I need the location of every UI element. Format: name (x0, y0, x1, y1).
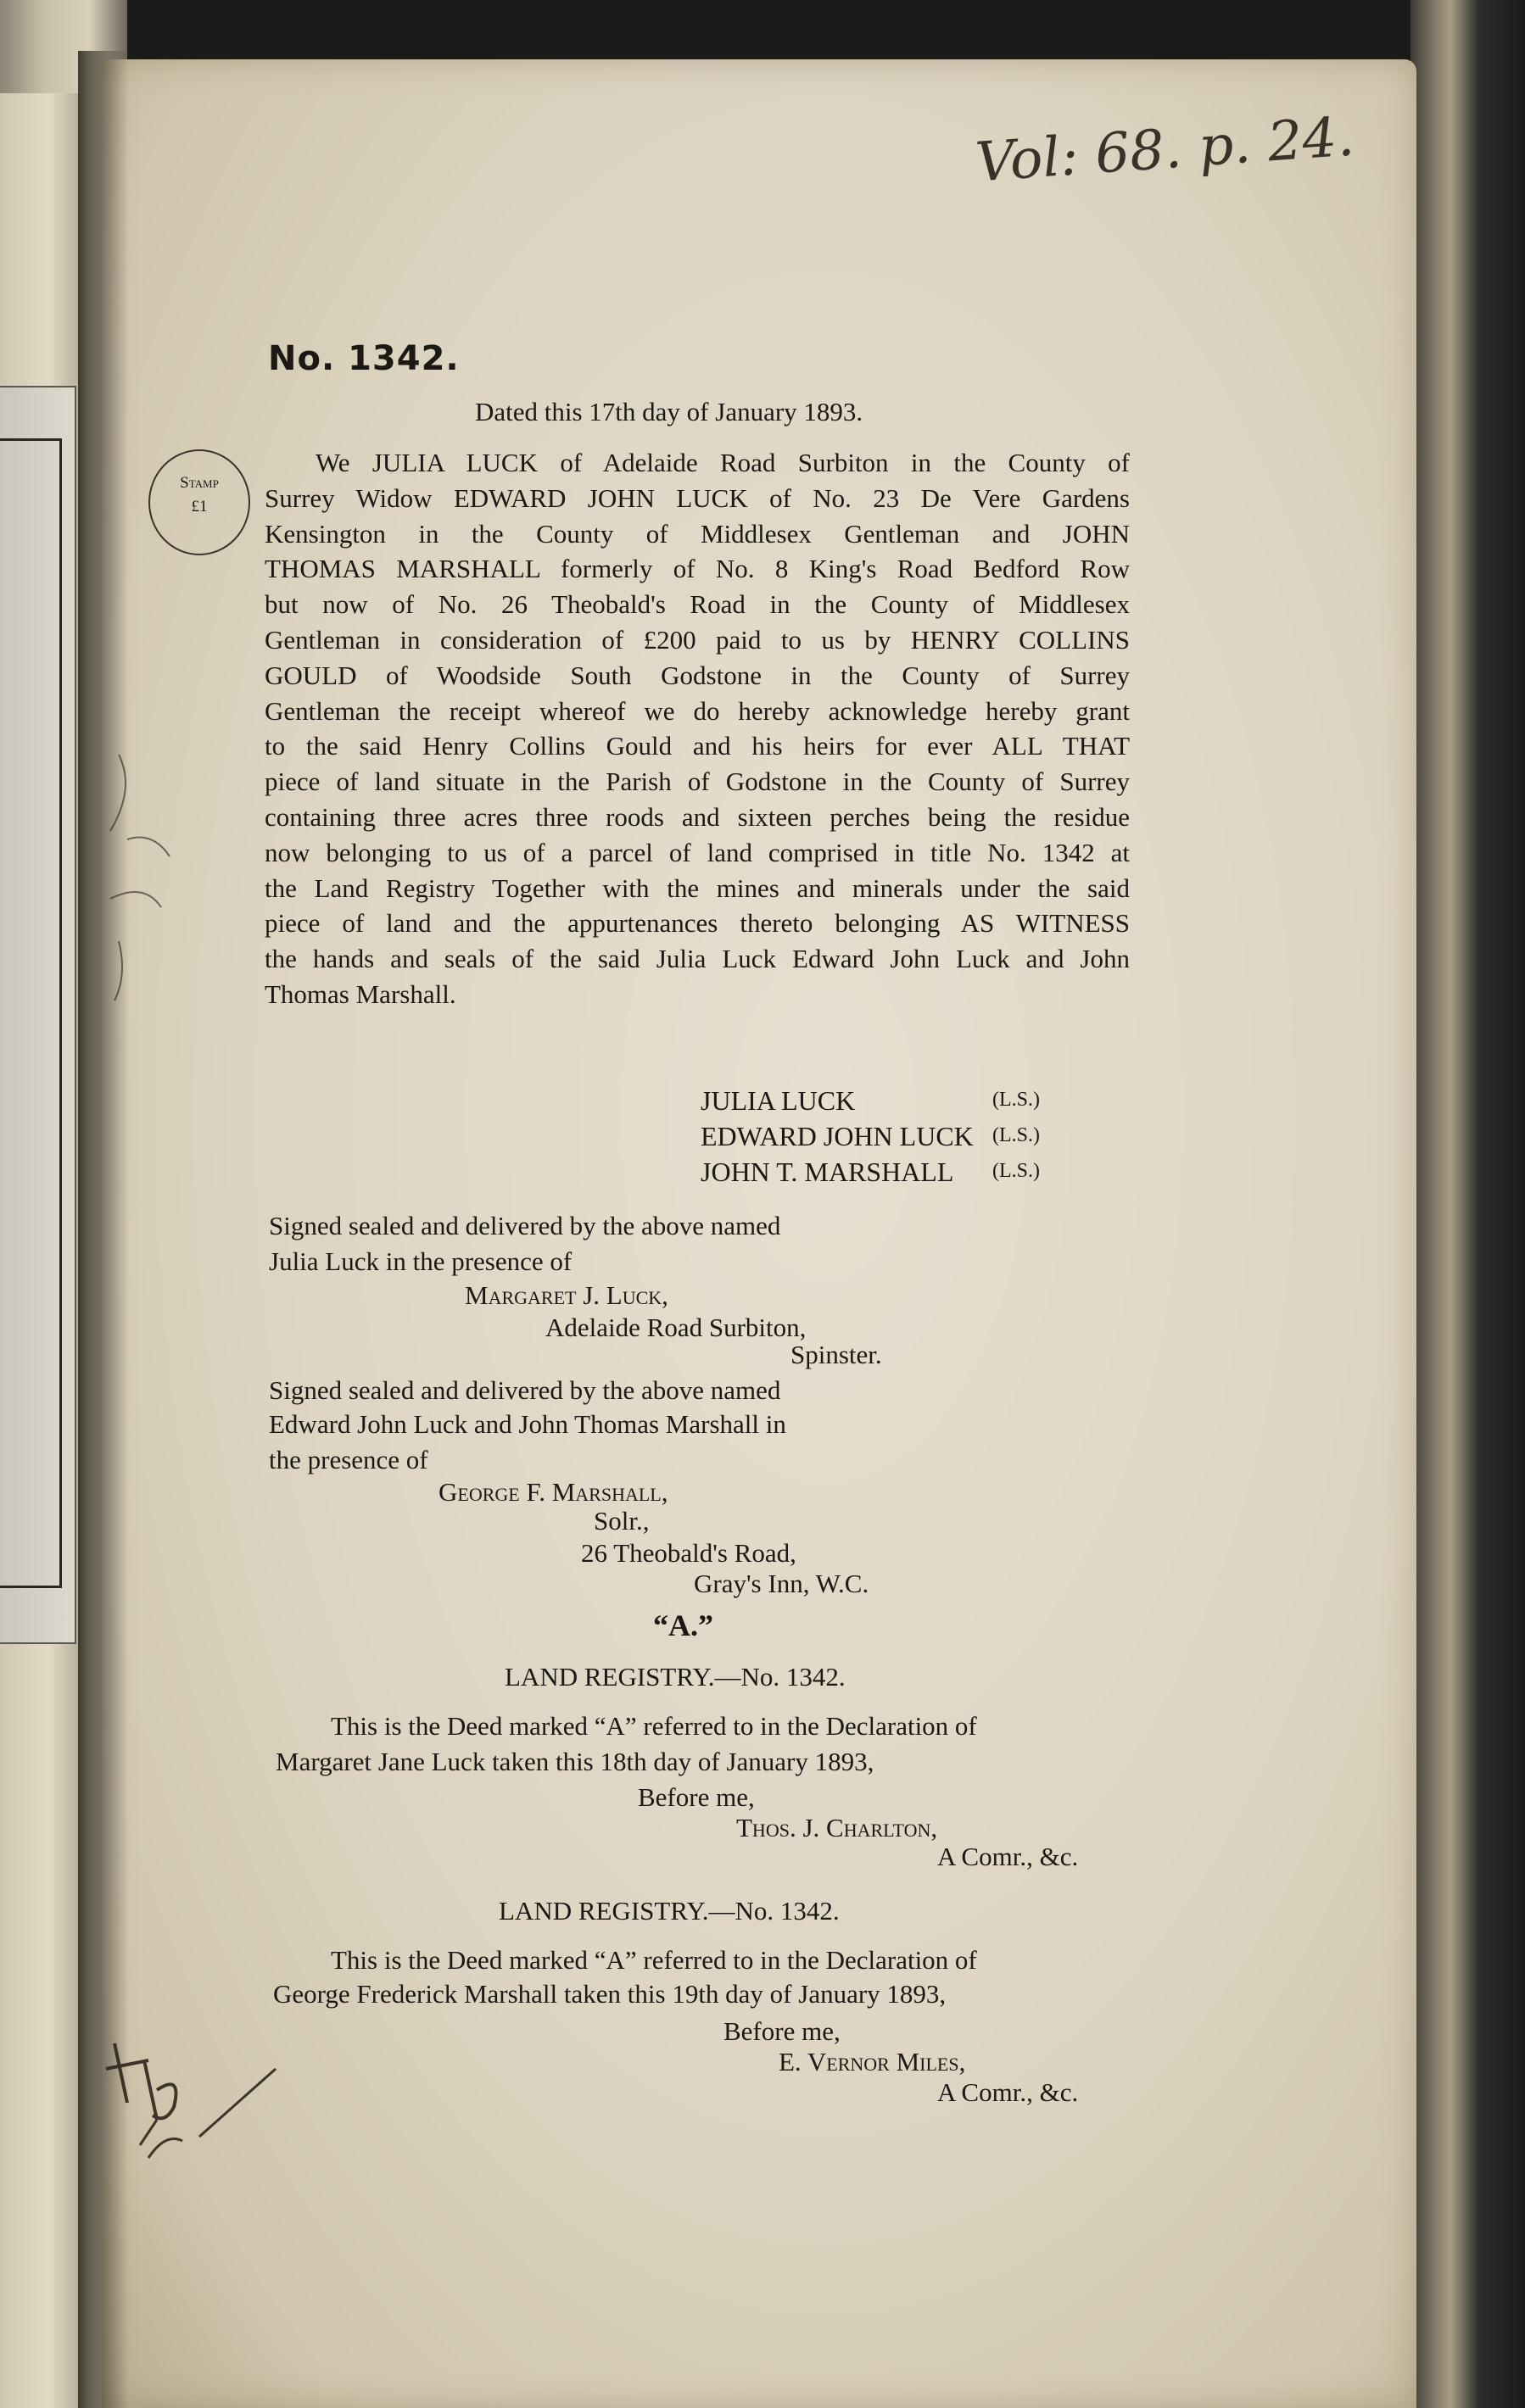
stamp-value: £1 (191, 498, 208, 516)
witness-title: Solr., (594, 1506, 650, 1536)
registry-text: This is the Deed marked “A” referred to in the Declaration of (331, 1711, 977, 1741)
body-line: piece of land situate in the Parish of Godstone in the County of Surrey (265, 766, 1130, 797)
volume-reference-annotation: Vol: 68. p. 24. (973, 105, 1356, 195)
body-line: containing three acres three roods and sixteen perches being the residue (265, 801, 1130, 832)
body-line: Thomas Marshall. (265, 978, 456, 1009)
before-me: Before me, (723, 2016, 841, 2046)
pasted-slip (0, 386, 76, 1644)
witness-clause-line: Julia Luck in the presence of (269, 1246, 573, 1276)
seal-mark: (L.S.) (992, 1089, 1040, 1111)
body-line: We JULIA LUCK of Adelaide Road Surbiton in the County of (316, 448, 1130, 477)
stamp-label: Stamp (180, 474, 219, 492)
body-line: Surrey Widow EDWARD JOHN LUCK of No. 23 De Vere Gardens (265, 482, 1130, 513)
book-spine-right (1410, 0, 1525, 2408)
witness-name: George F. Marshall, (439, 1477, 668, 1507)
registry-text: Margaret Jane Luck taken this 18th day of January 1893, (276, 1747, 874, 1776)
witness-name: Margaret J. Luck, (465, 1280, 668, 1310)
witness-address: Adelaide Road Surbiton, (545, 1313, 807, 1342)
registry-heading: LAND REGISTRY.—No. 1342. (499, 1896, 840, 1926)
pasted-slip-border (0, 438, 62, 1588)
body-line: Gentleman the receipt whereof we do hereby acknowledge hereby grant (265, 695, 1130, 726)
witness-occupation: Spinster. (790, 1340, 882, 1369)
exhibit-mark: “A.” (653, 1608, 713, 1642)
stamp-seal (148, 449, 250, 555)
body-line: THOMAS MARSHALL formerly of No. 8 King's Road Bedford Row (265, 554, 1130, 584)
commissioner-name: E. Vernor Miles, (779, 2047, 966, 2076)
body-line: to the said Henry Collins Gould and his heirs for ever ALL THAT (265, 731, 1130, 761)
registry-text: George Frederick Marshall taken this 19th day of January 1893, (273, 1979, 947, 2009)
body-line: Kensington in the County of Middlesex Gentleman and JOHN (265, 518, 1130, 549)
witness-clause-line: Edward John Luck and John Thomas Marshall in (269, 1409, 786, 1439)
handwritten-initials-mark (98, 2009, 284, 2179)
signature-name: JOHN T. MARSHALL (701, 1157, 954, 1187)
witness-address: Gray's Inn, W.C. (694, 1569, 869, 1598)
witness-clause-line: the presence of (269, 1445, 428, 1474)
body-line: now belonging to us of a parcel of land comprised in title No. 1342 at (265, 837, 1130, 867)
before-me: Before me, (638, 1782, 755, 1812)
commissioner-role: A Comr., &c. (937, 1842, 1079, 1871)
body-line: the hands and seals of the said Julia Luck Edward John Luck and John (265, 944, 1130, 974)
registry-text: This is the Deed marked “A” referred to in the Declaration of (331, 1945, 977, 1975)
dated-line: Dated this 17th day of January 1893. (475, 397, 863, 426)
seal-mark: (L.S.) (992, 1124, 1040, 1146)
handwritten-margin-note (93, 738, 195, 1009)
body-line: the Land Registry Together with the mines and minerals under the said (265, 872, 1130, 903)
signature-name: EDWARD JOHN LUCK (701, 1121, 974, 1151)
body-line: but now of No. 26 Theobald's Road in the County of Middlesex (265, 589, 1130, 620)
witness-clause-line: Signed sealed and delivered by the above named (269, 1375, 781, 1405)
commissioner-name: Thos. J. Charlton, (736, 1813, 938, 1842)
deed-body (265, 445, 1130, 1012)
seal-mark: (L.S.) (992, 1160, 1040, 1182)
deed-number: No. 1342. (268, 339, 460, 378)
registry-heading: LAND REGISTRY.—No. 1342. (505, 1662, 846, 1692)
signature-name: JULIA LUCK (701, 1085, 856, 1116)
witness-clause-line: Signed sealed and delivered by the above named (269, 1211, 781, 1240)
deed-page (102, 59, 1416, 2408)
body-line: GOULD of Woodside South Godstone in the County of Surrey (265, 660, 1130, 690)
commissioner-role: A Comr., &c. (937, 2077, 1079, 2107)
body-line: piece of land and the appurtenances thereto belonging AS WITNESS (265, 908, 1130, 939)
witness-address: 26 Theobald's Road, (581, 1538, 796, 1568)
body-line: Gentleman in consideration of £200 paid to us by HENRY COLLINS (265, 624, 1130, 655)
